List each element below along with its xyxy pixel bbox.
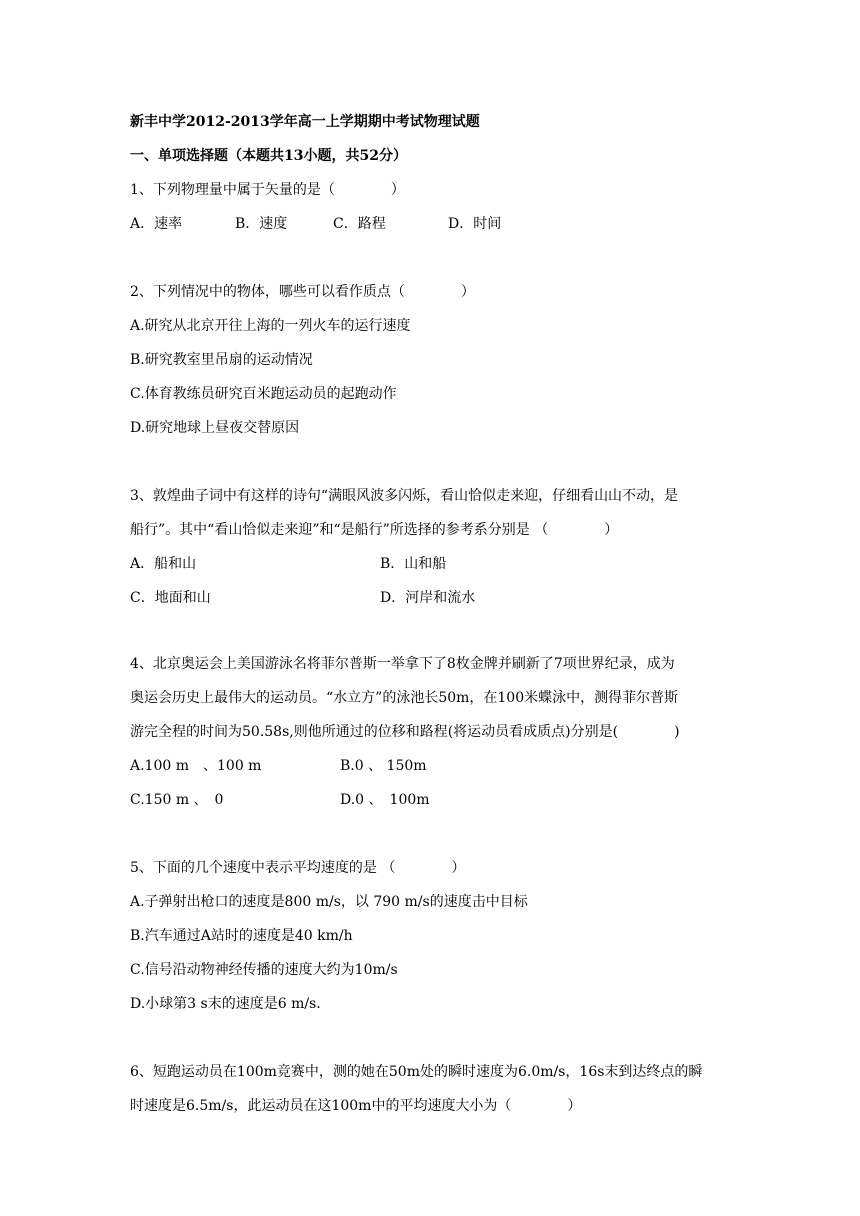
q4-option-d: D.0 、 100m (340, 792, 430, 808)
q2-option-a: A.研究从北京开往上海的一列火车的运行速度 (130, 318, 411, 334)
question-1-stem: 1、下列物理量中属于矢量的是（ ） (130, 182, 405, 198)
q3-option-b: B．山和船 (380, 556, 447, 572)
question-5-stem: 5、下面的几个速度中表示平均速度的是 （ ） (130, 860, 466, 876)
q4-option-a: A.100 m 、100 m (130, 758, 262, 774)
exam-title: 新丰中学2012-2013学年高一上学期期中考试物理试题 (130, 114, 480, 130)
question-6-stem-line-2: 时速度是6.5m/s，此运动员在这100m中的平均速度大小为（ ） (130, 1098, 582, 1114)
q5-option-c: C.信号沿动物神经传播的速度大约为10m/s (130, 962, 398, 978)
q2-option-c: C.体育教练员研究百米跑运动员的起跑动作 (130, 386, 397, 402)
question-6-stem-line-1: 6、短跑运动员在100m竞赛中，测的她在50m处的瞬时速度为6.0m/s，16s末到达终点的瞬 (130, 1064, 703, 1080)
q1-option-c: C．路程 (333, 216, 386, 232)
q5-option-a: A.子弹射出枪口的速度是800 m/s，以 790 m/s的速度击中目标 (130, 894, 528, 910)
question-4-stem-line-1: 4、北京奥运会上美国游泳名将菲尔普斯一举拿下了8枚金牌并刷新了7项世界纪录，成为 (130, 656, 675, 672)
q5-option-d: D.小球第3 s末的速度是6 m/s. (130, 996, 321, 1012)
question-2-stem: 2、下列情况中的物体，哪些可以看作质点（ ） (130, 284, 475, 300)
q3-option-a: A．船和山 (130, 556, 197, 572)
question-3-stem-line-1: 3、敦煌曲子词中有这样的诗句“满眼风波多闪烁，看山恰似走来迎，仔细看山山不动，是 (130, 488, 679, 504)
q2-option-d: D.研究地球上昼夜交替原因 (130, 420, 300, 436)
q4-option-c: C.150 m 、 0 (130, 792, 224, 808)
question-4-stem-line-3: 游完全程的时间为50.58s,则他所通过的位移和路程(将运动员看成质点)分别是( ) (130, 724, 680, 740)
q1-option-a: A．速率 (130, 216, 183, 232)
q3-option-d: D．河岸和流水 (380, 590, 476, 606)
q3-option-c: C．地面和山 (130, 590, 211, 606)
question-4-stem-line-2: 奥运会历史上最伟大的运动员。“水立方”的泳池长50m，在100米蝶泳中，测得菲尔普斯 (130, 690, 679, 706)
q1-option-d: D．时间 (448, 216, 502, 232)
q4-option-b: B.0 、 150m (340, 758, 427, 774)
section-heading: 一、单项选择题（本题共13小题，共52分） (130, 148, 407, 164)
q1-option-b: B．速度 (235, 216, 288, 232)
q2-option-b: B.研究教室里吊扇的运动情况 (130, 352, 313, 368)
question-3-stem-line-2: 船行”。其中“看山恰似走来迎”和“是船行”所选择的参考系分别是 （ ） (130, 522, 619, 538)
q5-option-b: B.汽车通过A站时的速度是40 km/h (130, 928, 353, 944)
